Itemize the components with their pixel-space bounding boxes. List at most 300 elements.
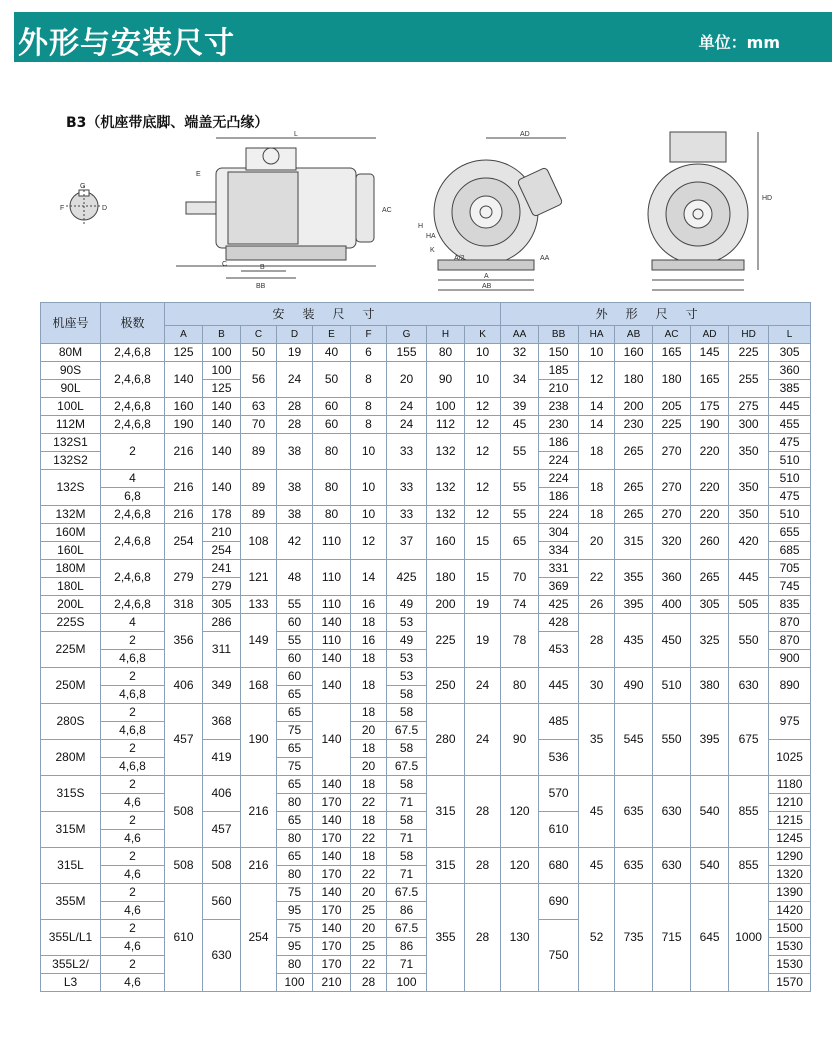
cell-ac: 165 bbox=[653, 344, 691, 362]
cell-ac: 180 bbox=[653, 362, 691, 398]
column-header-ad: AD bbox=[691, 326, 729, 344]
cell-poles: 2,4,6,8 bbox=[101, 362, 165, 398]
cell-ab: 265 bbox=[615, 470, 653, 506]
cell-l: 835 bbox=[769, 596, 811, 614]
cell-ab: 395 bbox=[615, 596, 653, 614]
cell-e: 40 bbox=[313, 344, 351, 362]
cell-f: 10 bbox=[351, 506, 387, 524]
cell-ab: 735 bbox=[615, 884, 653, 992]
cell-f: 12 bbox=[351, 524, 387, 560]
cell-ha: 18 bbox=[579, 506, 615, 524]
cell-poles: 4,6,8 bbox=[101, 758, 165, 776]
column-header-l: L bbox=[769, 326, 811, 344]
cell-k: 24 bbox=[465, 668, 501, 704]
cell-d: 65 bbox=[277, 686, 313, 704]
cell-poles: 2 bbox=[101, 956, 165, 974]
cell-l: 685 bbox=[769, 542, 811, 560]
cell-bb: 428 bbox=[539, 614, 579, 632]
cell-k: 28 bbox=[465, 776, 501, 848]
cell-e: 170 bbox=[313, 902, 351, 920]
cell-ac: 510 bbox=[653, 668, 691, 704]
cell-g: 58 bbox=[387, 776, 427, 794]
cell-f: 6 bbox=[351, 344, 387, 362]
page-title: 外形与安装尺寸 bbox=[18, 26, 235, 61]
cell-bb: 750 bbox=[539, 920, 579, 992]
cell-d: 55 bbox=[277, 596, 313, 614]
cell-ab: 490 bbox=[615, 668, 653, 704]
cell-e: 140 bbox=[313, 920, 351, 938]
cell-aa: 65 bbox=[501, 524, 539, 560]
cell-g: 86 bbox=[387, 938, 427, 956]
cell-c: 133 bbox=[241, 596, 277, 614]
cell-f: 20 bbox=[351, 722, 387, 740]
cell-a: 125 bbox=[165, 344, 203, 362]
cell-ha: 14 bbox=[579, 416, 615, 434]
cell-g: 24 bbox=[387, 398, 427, 416]
header-install-group: 安装尺寸 bbox=[165, 303, 501, 326]
cell-h: 112 bbox=[427, 416, 465, 434]
cell-c: 56 bbox=[241, 362, 277, 398]
cell-e: 210 bbox=[313, 974, 351, 992]
cell-b: 305 bbox=[203, 596, 241, 614]
cell-bb: 238 bbox=[539, 398, 579, 416]
cell-b: 241 bbox=[203, 560, 241, 578]
cell-l: 745 bbox=[769, 578, 811, 596]
cell-ab: 160 bbox=[615, 344, 653, 362]
cell-h: 160 bbox=[427, 524, 465, 560]
cell-c: 216 bbox=[241, 776, 277, 848]
cell-ac: 360 bbox=[653, 560, 691, 596]
cell-hd: 225 bbox=[729, 344, 769, 362]
cell-d: 60 bbox=[277, 614, 313, 632]
cell-k: 28 bbox=[465, 848, 501, 884]
cell-l: 510 bbox=[769, 470, 811, 488]
cell-a: 140 bbox=[165, 362, 203, 398]
cell-aa: 90 bbox=[501, 704, 539, 776]
cell-ab: 200 bbox=[615, 398, 653, 416]
cell-ac: 270 bbox=[653, 470, 691, 506]
cell-ha: 10 bbox=[579, 344, 615, 362]
cell-f: 18 bbox=[351, 614, 387, 632]
cell-ac: 400 bbox=[653, 596, 691, 614]
cell-k: 12 bbox=[465, 398, 501, 416]
cell-e: 170 bbox=[313, 794, 351, 812]
cell-poles: 2 bbox=[101, 668, 165, 686]
cell-e: 170 bbox=[313, 956, 351, 974]
cell-e: 170 bbox=[313, 866, 351, 884]
dim-label-hd: HD bbox=[762, 195, 773, 202]
cell-poles: 2,4,6,8 bbox=[101, 560, 165, 596]
cell-g: 155 bbox=[387, 344, 427, 362]
cell-frame: 200L bbox=[41, 596, 101, 614]
cell-aa: 32 bbox=[501, 344, 539, 362]
cell-e: 140 bbox=[313, 884, 351, 902]
cell-l: 1215 bbox=[769, 812, 811, 830]
cell-frame: 280S bbox=[41, 704, 101, 740]
cell-f: 18 bbox=[351, 848, 387, 866]
cell-k: 10 bbox=[465, 344, 501, 362]
cell-k: 19 bbox=[465, 614, 501, 668]
cell-d: 28 bbox=[277, 398, 313, 416]
cell-bb: 453 bbox=[539, 632, 579, 668]
cell-a: 318 bbox=[165, 596, 203, 614]
cell-g: 49 bbox=[387, 596, 427, 614]
cell-c: 108 bbox=[241, 524, 277, 560]
cell-aa: 55 bbox=[501, 470, 539, 506]
cell-d: 95 bbox=[277, 902, 313, 920]
cell-a: 406 bbox=[165, 668, 203, 704]
motor-dimension-drawings bbox=[46, 128, 786, 298]
cell-h: 250 bbox=[427, 668, 465, 704]
cell-frame: 355M bbox=[41, 884, 101, 920]
cell-l: 705 bbox=[769, 560, 811, 578]
cell-frame: L3 bbox=[41, 974, 101, 992]
cell-frame: 100L bbox=[41, 398, 101, 416]
column-header-g: G bbox=[387, 326, 427, 344]
header-outline-group: 外形尺寸 bbox=[501, 303, 811, 326]
cell-d: 65 bbox=[277, 848, 313, 866]
dim-label-ha: HA bbox=[426, 233, 436, 240]
cell-f: 18 bbox=[351, 812, 387, 830]
cell-ha: 35 bbox=[579, 704, 615, 776]
cell-f: 8 bbox=[351, 362, 387, 398]
cell-d: 38 bbox=[277, 470, 313, 506]
table-row bbox=[41, 704, 811, 722]
cell-poles: 2 bbox=[101, 812, 165, 830]
cell-c: 216 bbox=[241, 848, 277, 884]
cell-f: 22 bbox=[351, 794, 387, 812]
cell-b: 279 bbox=[203, 578, 241, 596]
cell-ha: 14 bbox=[579, 398, 615, 416]
side-view-drawing bbox=[176, 138, 376, 278]
cell-l: 445 bbox=[769, 398, 811, 416]
cell-frame: 112M bbox=[41, 416, 101, 434]
cell-ac: 550 bbox=[653, 704, 691, 776]
cell-e: 140 bbox=[313, 650, 351, 668]
header-poles: 极数 bbox=[101, 303, 165, 344]
cell-b: 210 bbox=[203, 524, 241, 542]
cell-c: 254 bbox=[241, 884, 277, 992]
cell-ad: 145 bbox=[691, 344, 729, 362]
dim-label-b: B bbox=[260, 264, 265, 271]
cell-f: 18 bbox=[351, 740, 387, 758]
cell-d: 42 bbox=[277, 524, 313, 560]
column-header-c: C bbox=[241, 326, 277, 344]
cell-h: 80 bbox=[427, 344, 465, 362]
cell-e: 80 bbox=[313, 506, 351, 524]
column-header-k: K bbox=[465, 326, 501, 344]
cell-e: 170 bbox=[313, 938, 351, 956]
dim-label-g: G bbox=[80, 183, 86, 190]
dim-label-e: E bbox=[196, 171, 201, 178]
cell-frame: 160M bbox=[41, 524, 101, 542]
cell-f: 22 bbox=[351, 830, 387, 848]
dim-label-bb: BB bbox=[256, 283, 266, 290]
cell-ab: 230 bbox=[615, 416, 653, 434]
cell-g: 49 bbox=[387, 632, 427, 650]
cell-hd: 300 bbox=[729, 416, 769, 434]
cell-bb: 210 bbox=[539, 380, 579, 398]
cell-bb: 610 bbox=[539, 812, 579, 848]
cell-g: 71 bbox=[387, 866, 427, 884]
cell-l: 1025 bbox=[769, 740, 811, 776]
cell-l: 1180 bbox=[769, 776, 811, 794]
cell-poles: 2,4,6,8 bbox=[101, 416, 165, 434]
cell-g: 33 bbox=[387, 434, 427, 470]
cell-ac: 270 bbox=[653, 434, 691, 470]
cell-e: 80 bbox=[313, 434, 351, 470]
cell-f: 8 bbox=[351, 398, 387, 416]
cell-poles: 4,6 bbox=[101, 902, 165, 920]
cell-bb: 485 bbox=[539, 704, 579, 740]
cell-a: 160 bbox=[165, 398, 203, 416]
table-row bbox=[41, 434, 811, 452]
cell-ad: 260 bbox=[691, 524, 729, 560]
cell-bb: 186 bbox=[539, 488, 579, 506]
cell-hd: 855 bbox=[729, 776, 769, 848]
cell-k: 15 bbox=[465, 560, 501, 596]
cell-hd: 1000 bbox=[729, 884, 769, 992]
cell-ac: 270 bbox=[653, 506, 691, 524]
table-row bbox=[41, 362, 811, 380]
cell-b: 286 bbox=[203, 614, 241, 632]
table-row bbox=[41, 398, 811, 416]
cell-frame: 225M bbox=[41, 632, 101, 668]
cell-ha: 18 bbox=[579, 434, 615, 470]
cell-ad: 395 bbox=[691, 704, 729, 776]
cell-poles: 4,6 bbox=[101, 938, 165, 956]
cell-hd: 505 bbox=[729, 596, 769, 614]
cell-b: 630 bbox=[203, 920, 241, 992]
cell-k: 24 bbox=[465, 704, 501, 776]
cell-f: 22 bbox=[351, 866, 387, 884]
cell-l: 1210 bbox=[769, 794, 811, 812]
cell-ab: 315 bbox=[615, 524, 653, 560]
cell-bb: 536 bbox=[539, 740, 579, 776]
cell-bb: 224 bbox=[539, 470, 579, 488]
cell-h: 132 bbox=[427, 506, 465, 524]
dim-label-l: L bbox=[294, 131, 298, 138]
cell-f: 28 bbox=[351, 974, 387, 992]
cell-a: 356 bbox=[165, 614, 203, 668]
cell-e: 60 bbox=[313, 416, 351, 434]
cell-hd: 275 bbox=[729, 398, 769, 416]
cell-ha: 12 bbox=[579, 362, 615, 398]
cell-c: 149 bbox=[241, 614, 277, 668]
cell-poles: 2 bbox=[101, 740, 165, 758]
cell-f: 25 bbox=[351, 938, 387, 956]
cell-a: 190 bbox=[165, 416, 203, 434]
cell-d: 24 bbox=[277, 362, 313, 398]
cell-ab: 635 bbox=[615, 848, 653, 884]
cell-hd: 420 bbox=[729, 524, 769, 560]
cell-l: 1530 bbox=[769, 938, 811, 956]
cell-poles: 4 bbox=[101, 614, 165, 632]
cell-b: 140 bbox=[203, 434, 241, 470]
cell-frame: 132M bbox=[41, 506, 101, 524]
cell-b: 100 bbox=[203, 344, 241, 362]
cell-ad: 380 bbox=[691, 668, 729, 704]
cell-l: 360 bbox=[769, 362, 811, 380]
cell-l: 870 bbox=[769, 632, 811, 650]
cell-f: 14 bbox=[351, 560, 387, 596]
cell-d: 95 bbox=[277, 938, 313, 956]
cell-d: 65 bbox=[277, 776, 313, 794]
cell-poles: 2 bbox=[101, 920, 165, 938]
cell-bb: 304 bbox=[539, 524, 579, 542]
cell-frame: 315L bbox=[41, 848, 101, 884]
cell-a: 216 bbox=[165, 434, 203, 470]
cell-poles: 2,4,6,8 bbox=[101, 596, 165, 614]
cell-g: 71 bbox=[387, 794, 427, 812]
cell-d: 65 bbox=[277, 704, 313, 722]
cell-poles: 4,6,8 bbox=[101, 686, 165, 704]
cell-hd: 445 bbox=[729, 560, 769, 596]
cell-poles: 4,6,8 bbox=[101, 650, 165, 668]
cell-ab: 435 bbox=[615, 614, 653, 668]
cell-hd: 630 bbox=[729, 668, 769, 704]
table-row bbox=[41, 668, 811, 686]
cell-e: 140 bbox=[313, 848, 351, 866]
cell-c: 190 bbox=[241, 704, 277, 776]
cell-d: 80 bbox=[277, 866, 313, 884]
unit-label: 单位：mm bbox=[698, 33, 780, 52]
cell-g: 58 bbox=[387, 812, 427, 830]
cell-frame: 355L2/ bbox=[41, 956, 101, 974]
cell-d: 75 bbox=[277, 758, 313, 776]
cell-k: 19 bbox=[465, 596, 501, 614]
header-frame: 机座号 bbox=[41, 303, 101, 344]
cell-g: 53 bbox=[387, 614, 427, 632]
cell-ab: 265 bbox=[615, 506, 653, 524]
dim-label-c: C bbox=[222, 261, 228, 268]
cell-g: 425 bbox=[387, 560, 427, 596]
cell-l: 510 bbox=[769, 452, 811, 470]
cell-poles: 2 bbox=[101, 632, 165, 650]
dim-label-ab: AB bbox=[482, 283, 492, 290]
cell-g: 58 bbox=[387, 704, 427, 722]
cell-d: 19 bbox=[277, 344, 313, 362]
cell-ac: 450 bbox=[653, 614, 691, 668]
cell-l: 1245 bbox=[769, 830, 811, 848]
cell-a: 508 bbox=[165, 848, 203, 884]
cell-aa: 80 bbox=[501, 668, 539, 704]
cell-a: 216 bbox=[165, 506, 203, 524]
cell-c: 168 bbox=[241, 668, 277, 704]
cell-g: 24 bbox=[387, 416, 427, 434]
mounting-type-label: B3（机座带底脚、端盖无凸缘） bbox=[66, 115, 269, 131]
table-row bbox=[41, 614, 811, 632]
cell-ha: 45 bbox=[579, 848, 615, 884]
cell-b: 457 bbox=[203, 812, 241, 848]
cell-b: 419 bbox=[203, 740, 241, 776]
cell-aa: 130 bbox=[501, 884, 539, 992]
cell-bb: 150 bbox=[539, 344, 579, 362]
cell-k: 12 bbox=[465, 506, 501, 524]
cell-b: 406 bbox=[203, 776, 241, 812]
cell-ab: 265 bbox=[615, 434, 653, 470]
cell-d: 48 bbox=[277, 560, 313, 596]
cell-aa: 55 bbox=[501, 506, 539, 524]
cell-frame: 315M bbox=[41, 812, 101, 848]
cell-c: 121 bbox=[241, 560, 277, 596]
cell-f: 18 bbox=[351, 704, 387, 722]
cell-bb: 690 bbox=[539, 884, 579, 920]
cell-ab: 545 bbox=[615, 704, 653, 776]
cell-frame: 132S bbox=[41, 470, 101, 506]
dim-label-aa: AA bbox=[540, 255, 550, 262]
cell-f: 20 bbox=[351, 884, 387, 902]
cell-bb: 224 bbox=[539, 506, 579, 524]
cell-d: 75 bbox=[277, 920, 313, 938]
cell-h: 132 bbox=[427, 434, 465, 470]
column-header-h: H bbox=[427, 326, 465, 344]
cell-a: 254 bbox=[165, 524, 203, 560]
column-header-ab: AB bbox=[615, 326, 653, 344]
cell-c: 70 bbox=[241, 416, 277, 434]
cell-b: 125 bbox=[203, 380, 241, 398]
cell-g: 53 bbox=[387, 668, 427, 686]
cell-l: 975 bbox=[769, 704, 811, 740]
cell-ha: 28 bbox=[579, 614, 615, 668]
dim-label-h: H bbox=[418, 223, 424, 230]
cell-k: 12 bbox=[465, 416, 501, 434]
cell-f: 10 bbox=[351, 470, 387, 506]
cell-g: 86 bbox=[387, 902, 427, 920]
cell-hd: 550 bbox=[729, 614, 769, 668]
cell-frame: 132S1 bbox=[41, 434, 101, 452]
title-banner bbox=[14, 12, 832, 62]
cell-g: 53 bbox=[387, 650, 427, 668]
cell-e: 110 bbox=[313, 596, 351, 614]
cell-aa: 70 bbox=[501, 560, 539, 596]
cell-g: 71 bbox=[387, 956, 427, 974]
table-row bbox=[41, 344, 811, 362]
cell-frame: 180L bbox=[41, 578, 101, 596]
column-header-hd: HD bbox=[729, 326, 769, 344]
cell-aa: 34 bbox=[501, 362, 539, 398]
cell-poles: 4,6 bbox=[101, 794, 165, 812]
cell-poles: 2,4,6,8 bbox=[101, 506, 165, 524]
cell-b: 140 bbox=[203, 416, 241, 434]
cell-ad: 305 bbox=[691, 596, 729, 614]
cell-bb: 230 bbox=[539, 416, 579, 434]
cell-ad: 540 bbox=[691, 776, 729, 848]
cell-g: 67.5 bbox=[387, 722, 427, 740]
cell-g: 58 bbox=[387, 740, 427, 758]
cell-poles: 4,6 bbox=[101, 866, 165, 884]
cell-l: 385 bbox=[769, 380, 811, 398]
dim-label-d: D bbox=[102, 205, 108, 212]
cell-h: 225 bbox=[427, 614, 465, 668]
cell-ad: 220 bbox=[691, 506, 729, 524]
column-header-e: E bbox=[313, 326, 351, 344]
cell-frame: 90S bbox=[41, 362, 101, 380]
column-header-bb: BB bbox=[539, 326, 579, 344]
cell-ac: 205 bbox=[653, 398, 691, 416]
cell-aa: 78 bbox=[501, 614, 539, 668]
cell-bb: 224 bbox=[539, 452, 579, 470]
cell-g: 20 bbox=[387, 362, 427, 398]
cell-l: 1320 bbox=[769, 866, 811, 884]
cell-e: 110 bbox=[313, 560, 351, 596]
cell-a: 279 bbox=[165, 560, 203, 596]
cell-poles: 2 bbox=[101, 776, 165, 794]
cell-f: 18 bbox=[351, 650, 387, 668]
cell-h: 355 bbox=[427, 884, 465, 992]
cell-bb: 570 bbox=[539, 776, 579, 812]
cell-d: 60 bbox=[277, 668, 313, 686]
